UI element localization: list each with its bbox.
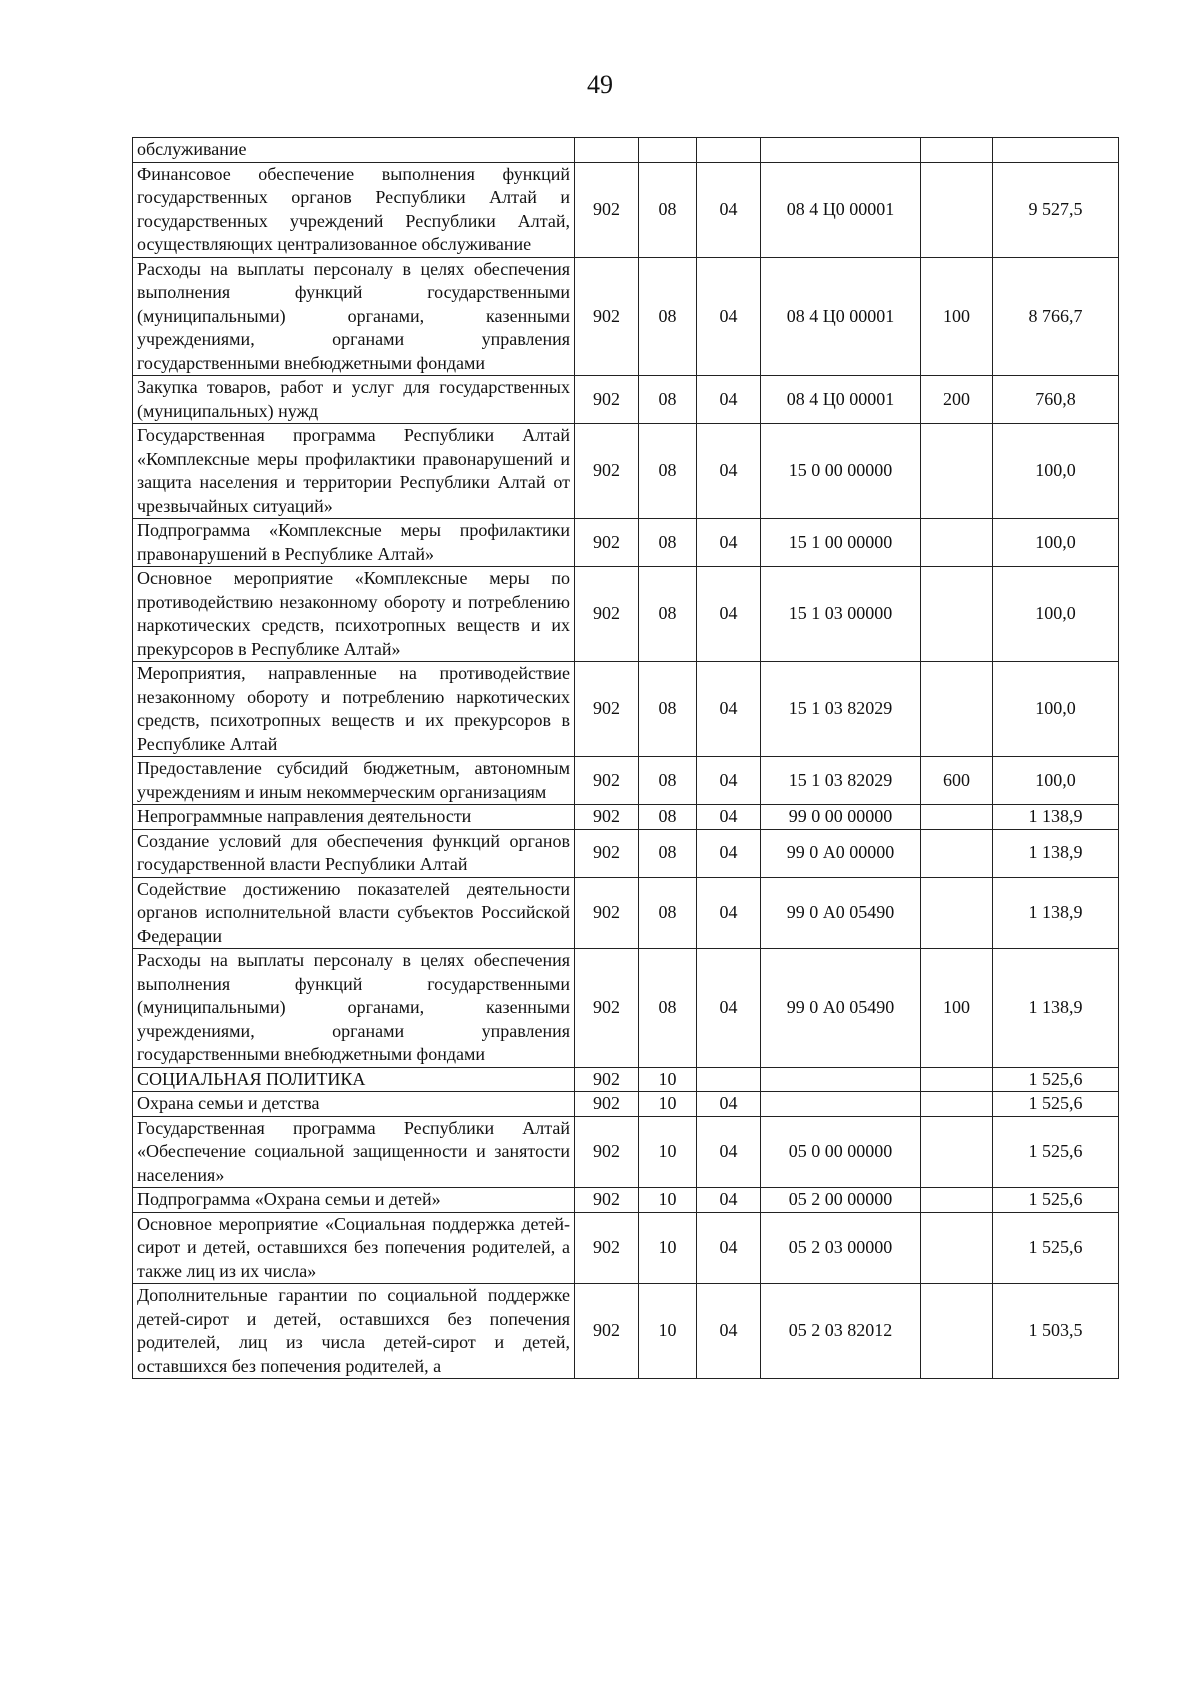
amount-cell: 1 525,6	[993, 1092, 1119, 1117]
amount-cell: 1 138,9	[993, 829, 1119, 877]
ministry-code-cell: 902	[575, 662, 639, 757]
table-row	[133, 1116, 1119, 1188]
table-row	[133, 424, 1119, 519]
subsection-code-cell: 04	[697, 376, 761, 424]
table-row	[133, 1188, 1119, 1213]
row-name-cell: Предоставление субсидий бюджетным, автономным учреждениям и иным некоммерческим организациям	[133, 757, 575, 805]
ministry-code-cell: 902	[575, 424, 639, 519]
ministry-code-cell: 902	[575, 567, 639, 662]
subsection-code-cell: 04	[697, 1116, 761, 1188]
section-code-cell: 08	[639, 829, 697, 877]
table-row	[133, 1212, 1119, 1284]
ministry-code-cell: 902	[575, 877, 639, 949]
section-code-cell: 08	[639, 257, 697, 376]
target-article-cell: 99 0 00 00000	[761, 805, 921, 830]
row-name-cell: Расходы на выплаты персоналу в целях обеспечения выполнения функций государственными (муниципальными) органами, казенными учреждениями, органами управления государственными внебюджетными фондами	[133, 257, 575, 376]
amount-cell: 100,0	[993, 757, 1119, 805]
expense-type-cell	[921, 519, 993, 567]
section-code-cell: 08	[639, 662, 697, 757]
amount-cell	[993, 138, 1119, 163]
subsection-code-cell: 04	[697, 1284, 761, 1379]
amount-cell: 100,0	[993, 519, 1119, 567]
section-code-cell	[639, 138, 697, 163]
target-article-cell	[761, 1092, 921, 1117]
table-row	[133, 805, 1119, 830]
ministry-code-cell: 902	[575, 1188, 639, 1213]
target-article-cell: 15 0 00 00000	[761, 424, 921, 519]
row-name-cell: Государственная программа Республики Алтай «Комплексные меры профилактики правонарушений и защита населения и территории Республики Алтай от чрезвычайных ситуаций»	[133, 424, 575, 519]
table-row	[133, 162, 1119, 257]
page-number: 49	[587, 70, 613, 99]
subsection-code-cell: 04	[697, 519, 761, 567]
table-row	[133, 949, 1119, 1068]
ministry-code-cell: 902	[575, 1092, 639, 1117]
section-code-cell: 10	[639, 1067, 697, 1092]
section-code-cell: 08	[639, 567, 697, 662]
expense-type-cell	[921, 1284, 993, 1379]
subsection-code-cell: 04	[697, 162, 761, 257]
expense-type-cell	[921, 877, 993, 949]
table-row	[133, 567, 1119, 662]
amount-cell: 100,0	[993, 567, 1119, 662]
ministry-code-cell: 902	[575, 257, 639, 376]
target-article-cell: 15 1 03 82029	[761, 757, 921, 805]
ministry-code-cell: 902	[575, 949, 639, 1068]
target-article-cell: 05 2 00 00000	[761, 1188, 921, 1213]
amount-cell: 1 138,9	[993, 877, 1119, 949]
expense-type-cell	[921, 1067, 993, 1092]
ministry-code-cell: 902	[575, 519, 639, 567]
row-name-cell: Дополнительные гарантии по социальной поддержке детей-сирот и детей, оставшихся без попечения родителей, лиц из числа детей-сирот и детей, оставшихся без попечения родителей, а	[133, 1284, 575, 1379]
row-name-cell: Расходы на выплаты персоналу в целях обеспечения выполнения функций государственными (муниципальными) органами, казенными учреждениями, органами управления государственными внебюджетными фондами	[133, 949, 575, 1068]
expense-type-cell	[921, 1116, 993, 1188]
amount-cell: 100,0	[993, 662, 1119, 757]
table-row	[133, 1284, 1119, 1379]
section-code-cell: 08	[639, 949, 697, 1068]
subsection-code-cell: 04	[697, 257, 761, 376]
amount-cell: 1 525,6	[993, 1188, 1119, 1213]
subsection-code-cell: 04	[697, 757, 761, 805]
row-name-cell: СОЦИАЛЬНАЯ ПОЛИТИКА	[133, 1067, 575, 1092]
row-name-cell: Непрограммные направления деятельности	[133, 805, 575, 830]
section-code-cell: 10	[639, 1116, 697, 1188]
expense-type-cell: 100	[921, 949, 993, 1068]
expense-type-cell: 200	[921, 376, 993, 424]
table-row	[133, 877, 1119, 949]
amount-cell: 100,0	[993, 424, 1119, 519]
amount-cell: 760,8	[993, 376, 1119, 424]
target-article-cell: 05 2 03 82012	[761, 1284, 921, 1379]
row-name-cell: Основное мероприятие «Комплексные меры по противодействию незаконному обороту и потреблению наркотических средств, психотропных веществ и их прекурсоров в Республике Алтай»	[133, 567, 575, 662]
subsection-code-cell: 04	[697, 829, 761, 877]
section-code-cell: 08	[639, 757, 697, 805]
table-row	[133, 138, 1119, 163]
section-code-cell: 08	[639, 424, 697, 519]
target-article-cell: 15 1 00 00000	[761, 519, 921, 567]
table-row	[133, 829, 1119, 877]
ministry-code-cell: 902	[575, 1067, 639, 1092]
target-article-cell: 05 2 03 00000	[761, 1212, 921, 1284]
target-article-cell: 08 4 Ц0 00001	[761, 376, 921, 424]
amount-cell: 8 766,7	[993, 257, 1119, 376]
row-name-cell: Охрана семьи и детства	[133, 1092, 575, 1117]
table-row	[133, 1067, 1119, 1092]
ministry-code-cell: 902	[575, 829, 639, 877]
target-article-cell	[761, 1067, 921, 1092]
ministry-code-cell: 902	[575, 805, 639, 830]
row-name-cell: Государственная программа Республики Алтай «Обеспечение социальной защищенности и занятости населения»	[133, 1116, 575, 1188]
amount-cell: 1 525,6	[993, 1067, 1119, 1092]
section-code-cell: 10	[639, 1212, 697, 1284]
ministry-code-cell: 902	[575, 1284, 639, 1379]
ministry-code-cell: 902	[575, 1212, 639, 1284]
section-code-cell: 08	[639, 877, 697, 949]
ministry-code-cell: 902	[575, 376, 639, 424]
section-code-cell: 08	[639, 805, 697, 830]
row-name-cell: Закупка товаров, работ и услуг для государственных (муниципальных) нужд	[133, 376, 575, 424]
row-name-cell: Подпрограмма «Комплексные меры профилактики правонарушений в Республике Алтай»	[133, 519, 575, 567]
row-name-cell: Содействие достижению показателей деятельности органов исполнительной власти субъектов Российской Федерации	[133, 877, 575, 949]
subsection-code-cell: 04	[697, 1212, 761, 1284]
subsection-code-cell: 04	[697, 424, 761, 519]
budget-table	[132, 137, 1119, 1379]
ministry-code-cell: 902	[575, 757, 639, 805]
section-code-cell: 10	[639, 1092, 697, 1117]
target-article-cell: 08 4 Ц0 00001	[761, 257, 921, 376]
target-article-cell: 05 0 00 00000	[761, 1116, 921, 1188]
subsection-code-cell: 04	[697, 805, 761, 830]
amount-cell: 1 138,9	[993, 805, 1119, 830]
expense-type-cell	[921, 662, 993, 757]
subsection-code-cell: 04	[697, 567, 761, 662]
row-name-cell: Основное мероприятие «Социальная поддержка детей-сирот и детей, оставшихся без попечения родителей, а также лиц из их числа»	[133, 1212, 575, 1284]
expense-type-cell	[921, 1188, 993, 1213]
expense-type-cell	[921, 1212, 993, 1284]
section-code-cell: 10	[639, 1284, 697, 1379]
section-code-cell: 10	[639, 1188, 697, 1213]
target-article-cell: 99 0 А0 00000	[761, 829, 921, 877]
table-row	[133, 376, 1119, 424]
expense-type-cell	[921, 1092, 993, 1117]
row-name-cell: Мероприятия, направленные на противодействие незаконному обороту и потреблению наркотических средств, психотропных веществ и их прекурсоров в Республике Алтай	[133, 662, 575, 757]
expense-type-cell	[921, 424, 993, 519]
target-article-cell: 08 4 Ц0 00001	[761, 162, 921, 257]
target-article-cell: 99 0 А0 05490	[761, 949, 921, 1068]
target-article-cell: 15 1 03 82029	[761, 662, 921, 757]
table-row	[133, 1092, 1119, 1117]
subsection-code-cell: 04	[697, 949, 761, 1068]
section-code-cell: 08	[639, 162, 697, 257]
ministry-code-cell: 902	[575, 1116, 639, 1188]
row-name-cell: обслуживание	[133, 138, 575, 163]
subsection-code-cell	[697, 138, 761, 163]
subsection-code-cell: 04	[697, 877, 761, 949]
ministry-code-cell	[575, 138, 639, 163]
expense-type-cell: 100	[921, 257, 993, 376]
expense-type-cell	[921, 829, 993, 877]
subsection-code-cell	[697, 1067, 761, 1092]
table-row	[133, 757, 1119, 805]
expense-type-cell	[921, 138, 993, 163]
table-row	[133, 257, 1119, 376]
row-name-cell: Подпрограмма «Охрана семьи и детей»	[133, 1188, 575, 1213]
expense-type-cell	[921, 805, 993, 830]
section-code-cell: 08	[639, 376, 697, 424]
subsection-code-cell: 04	[697, 1092, 761, 1117]
row-name-cell: Создание условий для обеспечения функций органов государственной власти Республики Алтай	[133, 829, 575, 877]
subsection-code-cell: 04	[697, 662, 761, 757]
subsection-code-cell: 04	[697, 1188, 761, 1213]
amount-cell: 1 138,9	[993, 949, 1119, 1068]
expense-type-cell	[921, 162, 993, 257]
row-name-cell: Финансовое обеспечение выполнения функций государственных органов Республики Алтай и государственных учреждений Республики Алтай, осуществляющих централизованное обслуживание	[133, 162, 575, 257]
amount-cell: 1 525,6	[993, 1116, 1119, 1188]
table-row	[133, 519, 1119, 567]
ministry-code-cell: 902	[575, 162, 639, 257]
target-article-cell	[761, 138, 921, 163]
target-article-cell: 99 0 А0 05490	[761, 877, 921, 949]
amount-cell: 9 527,5	[993, 162, 1119, 257]
amount-cell: 1 525,6	[993, 1212, 1119, 1284]
table-row	[133, 662, 1119, 757]
target-article-cell: 15 1 03 00000	[761, 567, 921, 662]
amount-cell: 1 503,5	[993, 1284, 1119, 1379]
expense-type-cell: 600	[921, 757, 993, 805]
expense-type-cell	[921, 567, 993, 662]
section-code-cell: 08	[639, 519, 697, 567]
